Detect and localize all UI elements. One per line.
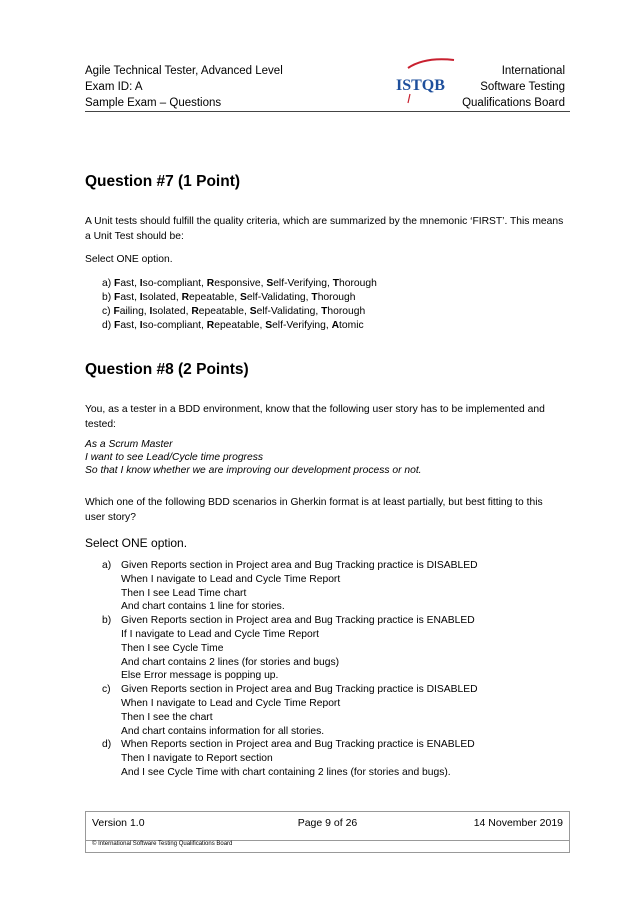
header-right <box>462 63 565 111</box>
scenario-line: And chart contains 2 lines (for stories and bugs) <box>121 656 340 668</box>
scenario-line: And I see Cycle Time with chart containing 2 lines (for stories and bugs). <box>121 766 451 778</box>
user-story-want: I want to see Lead/Cycle time progress <box>85 452 263 463</box>
scenario-line: Given Reports section in Project area and Bug Tracking practice is DISABLED <box>121 684 478 696</box>
q7-option-d <box>102 319 377 333</box>
q7-option-b <box>102 291 377 305</box>
option-text: Fast, Isolated, Repeatable, Self-Validating, Thorough <box>114 292 356 303</box>
scenario-line: Given Reports section in Project area and Bug Tracking practice is ENABLED <box>121 615 475 627</box>
question-7-intro: A Unit tests should fulfill the quality criteria, which are summarized by the mnemonic ‘FIRST’. This means a Unit Test should be: <box>85 216 564 242</box>
footer-copyright: © International Software Testing Qualifications Board <box>92 841 233 847</box>
header-org-line1: International <box>501 65 565 77</box>
footer-page-number: Page 9 of 26 <box>297 817 358 829</box>
scenario-line: Then I navigate to Report section <box>121 753 273 765</box>
scenario-line: Then I see Lead Time chart <box>121 587 247 599</box>
user-story <box>85 438 565 477</box>
option-text: Fast, Iso-compliant, Responsive, Self-Verifying, Thorough <box>114 278 377 289</box>
q7-option-c <box>102 305 377 319</box>
footer-date: 14 November 2019 <box>473 817 563 829</box>
footer-copyright-box <box>85 840 570 853</box>
footer-version: Version 1.0 <box>92 817 145 829</box>
option-label: c) <box>102 684 111 696</box>
q7-option-a <box>102 277 377 291</box>
user-story-role: As a Scrum Master <box>85 439 173 450</box>
option-label: d) <box>102 739 112 751</box>
scenario-line: Given Reports section in Project area and Bug Tracking practice is DISABLED <box>121 560 478 571</box>
header-course: Agile Technical Tester, Advanced Level <box>85 65 283 77</box>
logo-text: ISTQB <box>396 77 445 94</box>
option-label: b) <box>102 292 112 303</box>
scenario-line: Then I see the chart <box>121 711 213 723</box>
scenario-line: When I navigate to Lead and Cycle Time Report <box>121 573 341 585</box>
scenario-line: Else Error message is popping up. <box>121 670 279 682</box>
scenario-line: If I navigate to Lead and Cycle Time Report <box>121 628 320 640</box>
scenario-line: And chart contains information for all stories. <box>121 725 325 737</box>
question-7-options <box>102 277 377 333</box>
question-8-intro: You, as a tester in a BDD environment, know that the following user story has to be implemented and tested: <box>85 404 545 430</box>
option-label: a) <box>102 278 112 289</box>
option-label: c) <box>102 306 111 317</box>
option-label: b) <box>102 615 112 627</box>
question-7-title: Question #7 (1 Point) <box>85 173 241 190</box>
istqb-logo <box>392 56 456 104</box>
header-org-line3: Qualifications Board <box>462 97 565 109</box>
option-text: Fast, Iso-compliant, Repeatable, Self-Verifying, Atomic <box>114 320 364 331</box>
option-text: Failing, Isolated, Repeatable, Self-Validating, Thorough <box>113 306 366 317</box>
option-label: a) <box>102 560 112 571</box>
user-story-benefit: So that I know whether we are improving our development process or not. <box>85 465 422 476</box>
q8-option-d <box>102 738 478 779</box>
question-8-question: Which one of the following BDD scenarios in Gherkin format is at least partially, but best fitting to this user story? <box>85 497 543 523</box>
question-8-instruction: Select ONE option. <box>85 536 188 550</box>
scenario-line: When I navigate to Lead and Cycle Time Report <box>121 697 341 709</box>
question-7-instruction: Select ONE option. <box>85 254 173 265</box>
q8-option-c <box>102 683 478 738</box>
q8-option-a <box>102 559 478 614</box>
footer <box>85 811 570 841</box>
option-label: d) <box>102 320 112 331</box>
question-8-title: Question #8 (2 Points) <box>85 361 249 378</box>
header-org-line2: Software Testing <box>480 81 565 93</box>
question-8-options <box>102 559 478 780</box>
header-left <box>85 63 283 111</box>
scenario-line: And chart contains 1 line for stories. <box>121 601 285 613</box>
header-exam-id: Exam ID: A <box>85 81 143 93</box>
header-doc-type: Sample Exam – Questions <box>85 97 222 109</box>
q8-option-b <box>102 614 478 683</box>
scenario-line: Then I see Cycle Time <box>121 642 224 654</box>
scenario-line: When Reports section in Project area and Bug Tracking practice is ENABLED <box>121 739 475 751</box>
header-divider <box>85 111 570 112</box>
